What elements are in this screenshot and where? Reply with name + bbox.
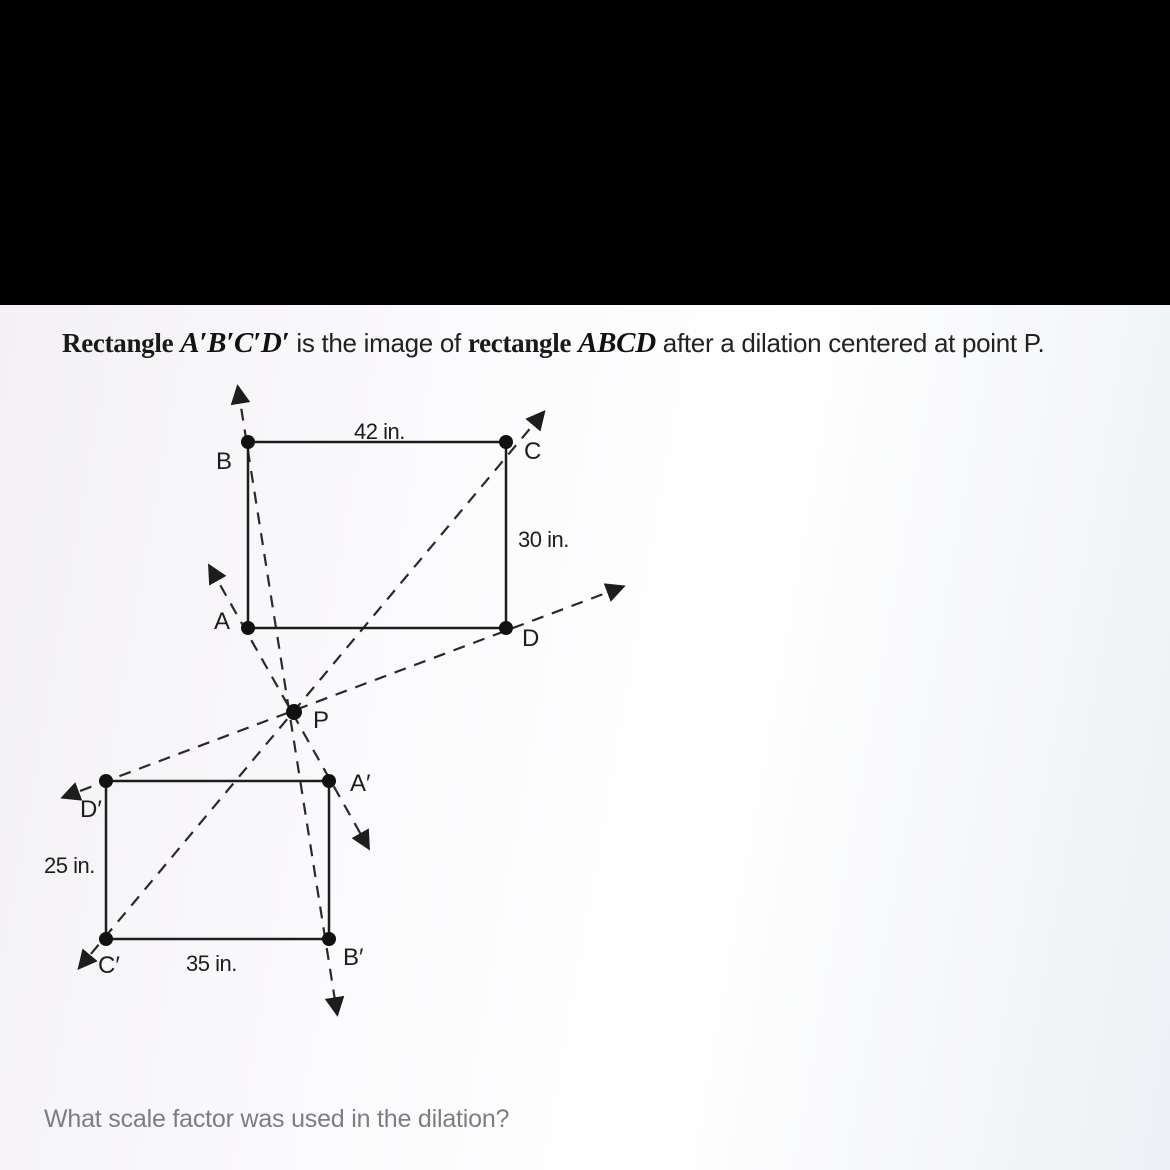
label-a: A (214, 608, 231, 635)
header-text-2: after a dilation centered at point P. (662, 328, 1045, 358)
question-text: What scale factor was used in the dilation? (44, 1105, 510, 1133)
label-a-prime: A′ (350, 770, 371, 797)
rectangle-abcd (248, 442, 506, 628)
image-rectangle-name: A′B′C′D′ (180, 327, 290, 359)
center-point-p (286, 704, 302, 720)
preimage-rectangle-name: ABCD (578, 327, 656, 359)
vertex-d-prime (99, 774, 113, 788)
screen-area (0, 305, 1170, 1170)
label-b: B (216, 448, 233, 475)
ray-c-to-c-prime (80, 413, 543, 967)
length-bottom-image: 35 in. (186, 951, 237, 976)
header-word-rectangle: Rectangle (62, 328, 174, 358)
rectangle-a-prime-b-prime-c-prime-d-prime (106, 781, 329, 939)
vertex-b-prime (322, 932, 336, 946)
vertex-a (241, 621, 255, 635)
vertex-c (499, 435, 513, 449)
label-c: C (524, 438, 542, 465)
label-d-prime: D′ (80, 796, 102, 823)
dilation-diagram (0, 305, 1170, 1170)
vertex-b (241, 435, 255, 449)
vertex-c-prime (99, 932, 113, 946)
length-right-abcd: 30 in. (518, 527, 569, 552)
vertex-d (499, 621, 513, 635)
label-c-prime: C′ (98, 952, 120, 979)
ray-d-to-d-prime (64, 587, 622, 797)
length-left-image: 25 in. (44, 853, 95, 878)
vertex-a-prime (322, 774, 336, 788)
label-d: D (522, 625, 540, 652)
header-word-rectangle-2: rectangle (467, 328, 572, 358)
header-text-1: is the image of (296, 328, 461, 358)
length-top-abcd: 42 in. (354, 419, 405, 444)
label-b-prime: B′ (343, 944, 364, 971)
label-p: P (313, 707, 330, 734)
